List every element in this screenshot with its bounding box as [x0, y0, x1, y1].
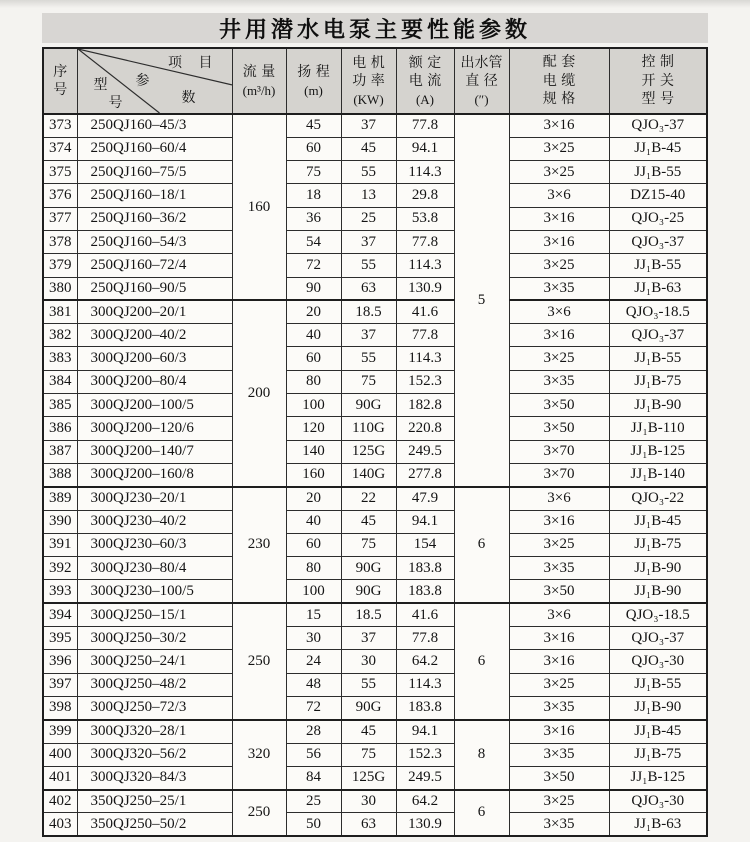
cell-current: 114.3 [396, 161, 454, 184]
cell-current: 94.1 [396, 137, 454, 160]
cell-cable: 3×35 [509, 370, 609, 393]
cell-head: 20 [286, 300, 341, 323]
cell-model: 250QJ160–75/5 [77, 161, 232, 184]
cell-outlet: 5 [454, 114, 509, 487]
cell-model: 300QJ200–80/4 [77, 370, 232, 393]
cell-cable: 3×70 [509, 463, 609, 486]
cell-head: 100 [286, 394, 341, 417]
table-row [43, 790, 707, 813]
cell-serial: 379 [43, 254, 77, 277]
cell-current: 64.2 [396, 790, 454, 813]
cell-serial: 388 [43, 463, 77, 486]
cell-current: 77.8 [396, 324, 454, 347]
cell-cable: 3×25 [509, 254, 609, 277]
cell-switch: QJO₃-37 [609, 230, 707, 253]
cell-cable: 3×16 [509, 230, 609, 253]
table-row [43, 510, 707, 533]
cell-serial: 398 [43, 696, 77, 719]
cell-head: 72 [286, 696, 341, 719]
cell-outlet: 6 [454, 790, 509, 837]
cell-head: 40 [286, 510, 341, 533]
cell-serial: 374 [43, 137, 77, 160]
cell-power: 75 [341, 533, 396, 556]
cell-switch: QJO₃-25 [609, 207, 707, 230]
table-row [43, 743, 707, 766]
cell-flow: 160 [232, 114, 286, 300]
table-row [43, 650, 707, 673]
cell-flow: 200 [232, 300, 286, 486]
table-row [43, 533, 707, 556]
cell-current: 94.1 [396, 720, 454, 743]
cell-switch: QJO₃-37 [609, 114, 707, 137]
cell-serial: 373 [43, 114, 77, 137]
cell-model: 300QJ320–28/1 [77, 720, 232, 743]
table-row [43, 463, 707, 486]
cell-cable: 3×50 [509, 766, 609, 789]
cell-current: 154 [396, 533, 454, 556]
cell-head: 40 [286, 324, 341, 347]
table-row [43, 137, 707, 160]
cell-flow: 230 [232, 487, 286, 603]
cell-power: 45 [341, 510, 396, 533]
cell-serial: 402 [43, 790, 77, 813]
cell-power: 22 [341, 487, 396, 510]
header-line: 开 关 [641, 72, 674, 89]
cell-model: 300QJ250–48/2 [77, 673, 232, 696]
cell-cable: 3×25 [509, 347, 609, 370]
cell-power: 55 [341, 347, 396, 370]
cell-head: 90 [286, 277, 341, 300]
cell-power: 30 [341, 650, 396, 673]
cell-serial: 399 [43, 720, 77, 743]
cell-model: 250QJ160–72/4 [77, 254, 232, 277]
cell-current: 41.6 [396, 603, 454, 626]
cell-head: 140 [286, 440, 341, 463]
cell-power: 13 [341, 184, 396, 207]
cell-head: 80 [286, 370, 341, 393]
cell-cable: 3×16 [509, 720, 609, 743]
cell-serial: 390 [43, 510, 77, 533]
cell-cable: 3×25 [509, 673, 609, 696]
cell-model: 250QJ160–90/5 [77, 277, 232, 300]
cell-switch: QJO₃-18.5 [609, 300, 707, 323]
cell-current: 130.9 [396, 813, 454, 836]
cell-current: 53.8 [396, 207, 454, 230]
cell-head: 20 [286, 487, 341, 510]
cell-serial: 378 [43, 230, 77, 253]
table-row [43, 696, 707, 719]
cell-current: 183.8 [396, 696, 454, 719]
header-line: 流 量 [242, 64, 276, 81]
cell-serial: 392 [43, 557, 77, 580]
cell-current: 183.8 [396, 580, 454, 603]
cell-current: 114.3 [396, 673, 454, 696]
cell-power: 75 [341, 743, 396, 766]
cell-head: 48 [286, 673, 341, 696]
cell-head: 45 [286, 114, 341, 137]
table-row [43, 417, 707, 440]
cell-head: 24 [286, 650, 341, 673]
cell-switch: QJO₃-18.5 [609, 603, 707, 626]
col-header-serial [43, 48, 77, 114]
col-header-cable [509, 48, 609, 114]
cell-serial: 380 [43, 277, 77, 300]
col-header-model-diagonal [77, 48, 232, 114]
cell-model: 300QJ250–30/2 [77, 627, 232, 650]
cell-cable: 3×35 [509, 743, 609, 766]
cell-model: 300QJ250–15/1 [77, 603, 232, 626]
header-line: 规 格 [542, 91, 576, 108]
diagonal-label-model-2: 号 [108, 95, 123, 111]
cell-current: 220.8 [396, 417, 454, 440]
header-line: 序 [53, 63, 68, 80]
cell-serial: 396 [43, 650, 77, 673]
cell-cable: 3×70 [509, 440, 609, 463]
table-row [43, 230, 707, 253]
header-line: 控 制 [641, 54, 674, 71]
cell-model: 300QJ200–20/1 [77, 300, 232, 323]
cell-current: 249.5 [396, 766, 454, 789]
table-row [43, 161, 707, 184]
cell-serial: 395 [43, 627, 77, 650]
cell-cable: 3×6 [509, 487, 609, 510]
table-row [43, 114, 707, 137]
cell-current: 41.6 [396, 300, 454, 323]
cell-model: 300QJ250–24/1 [77, 650, 232, 673]
cell-power: 45 [341, 720, 396, 743]
cell-cable: 3×25 [509, 533, 609, 556]
cell-head: 28 [286, 720, 341, 743]
cell-model: 300QJ200–100/5 [77, 394, 232, 417]
cell-model: 300QJ320–56/2 [77, 743, 232, 766]
cell-cable: 3×16 [509, 650, 609, 673]
header-line: 型 号 [641, 91, 674, 108]
cell-switch: JJ₁B-125 [609, 766, 707, 789]
cell-head: 60 [286, 137, 341, 160]
table-row [43, 300, 707, 323]
table-row [43, 766, 707, 789]
cell-cable: 3×35 [509, 277, 609, 300]
cell-switch: JJ₁B-110 [609, 417, 707, 440]
cell-model: 250QJ160–60/4 [77, 137, 232, 160]
cell-head: 100 [286, 580, 341, 603]
header-unit: (KW) [353, 91, 384, 107]
cell-serial: 376 [43, 184, 77, 207]
cell-model: 300QJ250–72/3 [77, 696, 232, 719]
cell-head: 75 [286, 161, 341, 184]
cell-power: 45 [341, 137, 396, 160]
table-row [43, 440, 707, 463]
cell-current: 29.8 [396, 184, 454, 207]
cell-model: 300QJ320–84/3 [77, 766, 232, 789]
table-row [43, 207, 707, 230]
cell-cable: 3×35 [509, 696, 609, 719]
cell-power: 55 [341, 254, 396, 277]
cell-current: 114.3 [396, 254, 454, 277]
table-row [43, 254, 707, 277]
cell-cable: 3×25 [509, 790, 609, 813]
cell-current: 152.3 [396, 370, 454, 393]
cell-model: 300QJ200–120/6 [77, 417, 232, 440]
col-header-flow [232, 48, 286, 114]
header-line: 配 套 [542, 54, 576, 71]
header-line: 扬 程 [297, 64, 330, 81]
cell-cable: 3×16 [509, 510, 609, 533]
cell-power: 37 [341, 324, 396, 347]
cell-cable: 3×6 [509, 603, 609, 626]
cell-power: 63 [341, 277, 396, 300]
diagonal-label-param-1: 参 [135, 73, 150, 89]
cell-switch: JJ₁B-63 [609, 813, 707, 836]
cell-power: 18.5 [341, 603, 396, 626]
cell-serial: 381 [43, 300, 77, 323]
cell-serial: 400 [43, 743, 77, 766]
cell-current: 130.9 [396, 277, 454, 300]
cell-head: 25 [286, 790, 341, 813]
cell-model: 350QJ250–50/2 [77, 813, 232, 836]
header-line: 额 定 [408, 54, 442, 71]
cell-serial: 375 [43, 161, 77, 184]
cell-model: 250QJ160–54/3 [77, 230, 232, 253]
cell-outlet: 6 [454, 603, 509, 719]
table-row [43, 324, 707, 347]
cell-model: 250QJ160–18/1 [77, 184, 232, 207]
cell-switch: QJO₃-22 [609, 487, 707, 510]
cell-current: 182.8 [396, 394, 454, 417]
cell-cable: 3×35 [509, 557, 609, 580]
cell-head: 15 [286, 603, 341, 626]
col-header-outlet [454, 48, 509, 114]
cell-flow: 250 [232, 603, 286, 719]
cell-serial: 385 [43, 394, 77, 417]
cell-outlet: 8 [454, 720, 509, 790]
cell-cable: 3×6 [509, 184, 609, 207]
cell-model: 300QJ230–60/3 [77, 533, 232, 556]
cell-power: 110G [341, 417, 396, 440]
cell-power: 55 [341, 161, 396, 184]
cell-power: 37 [341, 230, 396, 253]
diagonal-label-param-2: 数 [181, 90, 196, 106]
pump-spec-table [42, 47, 708, 837]
cell-cable: 3×16 [509, 114, 609, 137]
cell-current: 94.1 [396, 510, 454, 533]
cell-switch: JJ₁B-90 [609, 557, 707, 580]
cell-model: 300QJ200–60/3 [77, 347, 232, 370]
cell-serial: 384 [43, 370, 77, 393]
header-line: 电 缆 [542, 72, 576, 89]
cell-power: 90G [341, 580, 396, 603]
col-header-power [341, 48, 396, 114]
cell-head: 60 [286, 347, 341, 370]
table-body [43, 114, 707, 836]
cell-head: 36 [286, 207, 341, 230]
header-line: 出水管 [460, 54, 503, 71]
cell-serial: 386 [43, 417, 77, 440]
table-row [43, 370, 707, 393]
cell-power: 90G [341, 557, 396, 580]
cell-current: 77.8 [396, 230, 454, 253]
cell-current: 47.9 [396, 487, 454, 510]
cell-model: 300QJ230–80/4 [77, 557, 232, 580]
header-line: 直 径 [465, 73, 498, 90]
table-row [43, 557, 707, 580]
cell-cable: 3×16 [509, 207, 609, 230]
cell-switch: JJ₁B-90 [609, 696, 707, 719]
cell-power: 90G [341, 394, 396, 417]
cell-model: 350QJ250–25/1 [77, 790, 232, 813]
cell-serial: 391 [43, 533, 77, 556]
cell-serial: 382 [43, 324, 77, 347]
header-unit: (A) [415, 91, 435, 107]
cell-serial: 393 [43, 580, 77, 603]
header-line: 号 [53, 82, 68, 98]
cell-serial: 383 [43, 347, 77, 370]
cell-current: 277.8 [396, 463, 454, 486]
cell-head: 56 [286, 743, 341, 766]
table-row [43, 627, 707, 650]
cell-current: 77.8 [396, 627, 454, 650]
cell-cable: 3×50 [509, 580, 609, 603]
table-row [43, 580, 707, 603]
cell-cable: 3×50 [509, 417, 609, 440]
cell-head: 80 [286, 557, 341, 580]
table-header [43, 48, 707, 114]
cell-cable: 3×16 [509, 324, 609, 347]
table-row [43, 720, 707, 743]
cell-current: 183.8 [396, 557, 454, 580]
cell-cable: 3×35 [509, 813, 609, 836]
cell-cable: 3×16 [509, 627, 609, 650]
cell-switch: JJ₁B-45 [609, 720, 707, 743]
cell-switch: JJ₁B-90 [609, 580, 707, 603]
cell-switch: JJ₁B-55 [609, 673, 707, 696]
cell-head: 60 [286, 533, 341, 556]
table-row [43, 277, 707, 300]
cell-flow: 250 [232, 790, 286, 837]
cell-switch: JJ₁B-45 [609, 137, 707, 160]
cell-switch: JJ₁B-75 [609, 533, 707, 556]
cell-serial: 389 [43, 487, 77, 510]
cell-model: 300QJ230–40/2 [77, 510, 232, 533]
cell-power: 25 [341, 207, 396, 230]
cell-serial: 377 [43, 207, 77, 230]
cell-model: 300QJ200–40/2 [77, 324, 232, 347]
cell-switch: QJO₃-30 [609, 650, 707, 673]
col-header-head [286, 48, 341, 114]
cell-switch: JJ₁B-63 [609, 277, 707, 300]
cell-cable: 3×25 [509, 137, 609, 160]
diagonal-label-model-1: 型 [93, 77, 108, 93]
cell-power: 37 [341, 627, 396, 650]
header-line: 电 流 [408, 73, 442, 90]
table-row [43, 813, 707, 836]
cell-cable: 3×50 [509, 394, 609, 417]
cell-switch: JJ₁B-75 [609, 370, 707, 393]
cell-model: 300QJ230–100/5 [77, 580, 232, 603]
cell-model: 300QJ230–20/1 [77, 487, 232, 510]
cell-serial: 403 [43, 813, 77, 836]
cell-power: 125G [341, 766, 396, 789]
cell-power: 37 [341, 114, 396, 137]
table-row [43, 673, 707, 696]
cell-current: 152.3 [396, 743, 454, 766]
cell-serial: 387 [43, 440, 77, 463]
cell-switch: JJ₁B-90 [609, 394, 707, 417]
col-header-switch [609, 48, 707, 114]
cell-power: 55 [341, 673, 396, 696]
cell-cable: 3×25 [509, 161, 609, 184]
header-unit: (m) [304, 82, 323, 98]
cell-current: 249.5 [396, 440, 454, 463]
cell-power: 90G [341, 696, 396, 719]
cell-switch: QJO₃-37 [609, 627, 707, 650]
cell-switch: QJO₃-30 [609, 790, 707, 813]
cell-switch: JJ₁B-140 [609, 463, 707, 486]
header-line: 电 机 [352, 54, 385, 71]
cell-switch: QJO₃-37 [609, 324, 707, 347]
cell-current: 77.8 [396, 114, 454, 137]
table-row [43, 394, 707, 417]
cell-outlet: 6 [454, 487, 509, 603]
cell-serial: 401 [43, 766, 77, 789]
cell-switch: JJ₁B-75 [609, 743, 707, 766]
cell-serial: 394 [43, 603, 77, 626]
cell-power: 140G [341, 463, 396, 486]
cell-head: 84 [286, 766, 341, 789]
cell-current: 114.3 [396, 347, 454, 370]
cell-head: 160 [286, 463, 341, 486]
cell-head: 18 [286, 184, 341, 207]
cell-head: 30 [286, 627, 341, 650]
table-row [43, 603, 707, 626]
header-unit: (″) [474, 91, 489, 107]
cell-power: 18.5 [341, 300, 396, 323]
cell-current: 64.2 [396, 650, 454, 673]
table-row [43, 487, 707, 510]
cell-switch: DZ15-40 [609, 184, 707, 207]
cell-switch: JJ₁B-125 [609, 440, 707, 463]
cell-switch: JJ₁B-55 [609, 254, 707, 277]
col-header-current [396, 48, 454, 114]
cell-model: 300QJ200–140/7 [77, 440, 232, 463]
table-row [43, 184, 707, 207]
table-row [43, 347, 707, 370]
cell-head: 54 [286, 230, 341, 253]
cell-switch: JJ₁B-55 [609, 347, 707, 370]
cell-head: 50 [286, 813, 341, 836]
cell-head: 72 [286, 254, 341, 277]
header-row [43, 48, 707, 114]
cell-switch: JJ₁B-45 [609, 510, 707, 533]
cell-power: 63 [341, 813, 396, 836]
cell-model: 250QJ160–36/2 [77, 207, 232, 230]
header-line: 功 率 [352, 73, 385, 90]
header-unit: (m³/h) [242, 82, 276, 98]
cell-power: 75 [341, 370, 396, 393]
cell-cable: 3×6 [509, 300, 609, 323]
cell-flow: 320 [232, 720, 286, 790]
cell-serial: 397 [43, 673, 77, 696]
diagonal-label-item: 项 目 [168, 55, 219, 71]
page-title: 井用潜水电泵主要性能参数 [42, 13, 708, 43]
cell-head: 120 [286, 417, 341, 440]
cell-model: 300QJ200–160/8 [77, 463, 232, 486]
cell-power: 125G [341, 440, 396, 463]
cell-model: 250QJ160–45/3 [77, 114, 232, 137]
cell-switch: JJ₁B-55 [609, 161, 707, 184]
cell-power: 30 [341, 790, 396, 813]
